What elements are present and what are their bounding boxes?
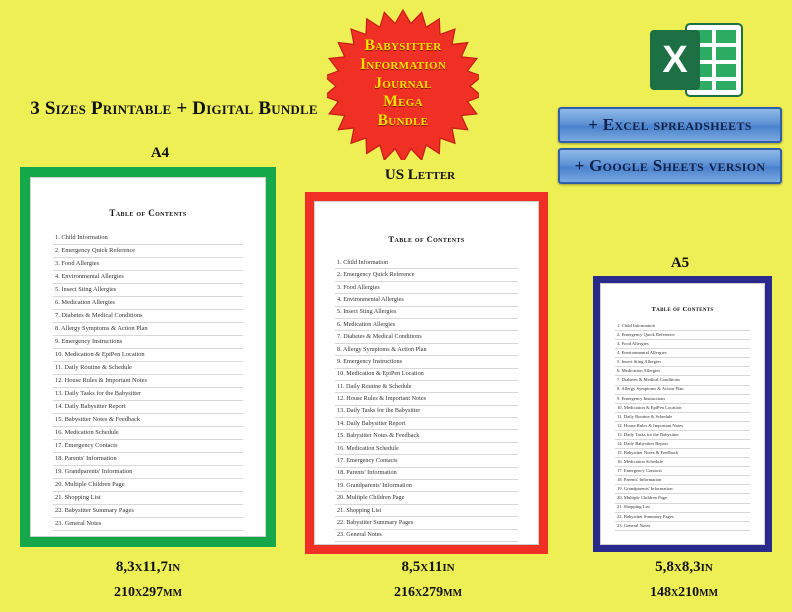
toc-list-a5 (615, 322, 750, 531)
badge-line-5: Bundle (377, 112, 429, 130)
toc-item: 2. Emergency Quick Reference (615, 331, 750, 340)
document-preview-a5 (593, 276, 772, 552)
toc-item: 14. Daily Babysitter Report (615, 440, 750, 449)
dimensions-usletter (328, 559, 528, 601)
toc-item: 8. Allergy Symptoms & Action Plan (335, 344, 518, 356)
excel-icon (648, 20, 746, 100)
toc-item: 6. Medication Allergies (615, 367, 750, 376)
toc-item: 17. Emergency Contacts (335, 455, 518, 467)
badge-text (327, 8, 479, 160)
toc-item: 7. Diabetes & Medical Conditions (335, 331, 518, 343)
svg-text:X: X (662, 39, 688, 81)
size-label-usletter: US Letter (384, 167, 456, 183)
toc-item: 8. Allergy Symptoms & Action Plan (615, 386, 750, 395)
badge-line-3: Journal (374, 74, 432, 92)
toc-title-a5: Table of Contents (651, 306, 714, 313)
toc-item: 17. Emergency Contacts (53, 440, 243, 453)
banner-excel-spreadsheets: + Excel spreadsheets (558, 107, 782, 143)
badge-line-2: Information (359, 55, 447, 73)
toc-item: 7. Diabetes & Medical Conditions (53, 310, 243, 323)
toc-usletter (315, 202, 538, 544)
toc-item: 17. Emergency Contacts (615, 467, 750, 476)
toc-item: 12. House Rules & Important Notes (53, 375, 243, 388)
toc-item: 22. Babysitter Summary Pages (615, 513, 750, 522)
toc-item: 22. Babysitter Summary Pages (335, 517, 518, 529)
toc-item: 4. Environmental Allergies (615, 349, 750, 358)
dimensions-a4-mm: 210x297mm (113, 585, 183, 600)
toc-item: 9. Emergency Instructions (615, 395, 750, 404)
document-preview-a4 (20, 167, 276, 547)
toc-a4 (31, 178, 265, 536)
toc-item: 11. Daily Routine & Schedule (335, 381, 518, 393)
toc-item: 16. Medication Schedule (335, 443, 518, 455)
toc-item: 14. Daily Babysitter Report (53, 401, 243, 414)
toc-item: 21. Shopping List (615, 504, 750, 513)
toc-a5 (601, 284, 764, 544)
toc-item: 5. Insect Sting Allergies (335, 307, 518, 319)
toc-item: 2. Emergency Quick Reference (53, 245, 243, 258)
toc-list-a4 (53, 232, 243, 531)
dimensions-a5-mm: 148x210mm (649, 585, 719, 600)
toc-item: 19. Grandparents' Information (615, 485, 750, 494)
toc-item: 21. Shopping List (335, 505, 518, 517)
toc-list-usletter (335, 257, 518, 542)
toc-item: 15. Babysitter Notes & Feedback (615, 449, 750, 458)
toc-item: 16. Medication Schedule (53, 427, 243, 440)
toc-title-usletter: Table of Contents (388, 234, 465, 244)
dimensions-usletter-mm: 216x279mm (393, 585, 463, 600)
excel-logo (648, 20, 746, 100)
toc-item: 23. General Notes (335, 530, 518, 542)
toc-title-a4: Table of Contents (109, 208, 187, 218)
badge-line-1: Babysitter (364, 36, 442, 54)
toc-item: 10. Medication & EpiPen Location (615, 404, 750, 413)
toc-item: 7. Diabetes & Medical Conditions (615, 376, 750, 385)
toc-item: 1. Child Information (53, 232, 243, 245)
toc-item: 13. Daily Tasks for the Babysitter (335, 406, 518, 418)
toc-item: 19. Grandparents' Information (335, 480, 518, 492)
toc-item: 9. Emergency Instructions (53, 336, 243, 349)
size-label-a5: A5 (670, 255, 690, 271)
dimensions-a5-inches: 5,8x8,3in (655, 559, 713, 575)
page-a4 (30, 177, 266, 537)
toc-item: 18. Parents' Information (53, 453, 243, 466)
badge-starburst (327, 8, 479, 160)
dimensions-usletter-inches: 8,5x11in (401, 559, 455, 575)
toc-item: 15. Babysitter Notes & Feedback (335, 430, 518, 442)
toc-item: 3. Food Allergies (335, 282, 518, 294)
toc-item: 14. Daily Babysitter Report (335, 418, 518, 430)
toc-item: 4. Environmental Allergies (335, 294, 518, 306)
toc-item: 1. Child Information (335, 257, 518, 269)
toc-item: 19. Grandparents' Information (53, 466, 243, 479)
toc-item: 23. General Notes (53, 518, 243, 531)
size-label-a4: A4 (150, 145, 170, 161)
toc-item: 5. Insect Sting Allergies (53, 284, 243, 297)
toc-item: 21. Shopping List (53, 492, 243, 505)
toc-item: 10. Medication & EpiPen Location (335, 369, 518, 381)
toc-item: 11. Daily Routine & Schedule (615, 413, 750, 422)
toc-item: 20. Multiple Children Page (615, 494, 750, 503)
toc-item: 3. Food Allergies (53, 258, 243, 271)
page-headline: 3 Sizes Printable + Digital Bundle (30, 98, 318, 119)
document-preview-usletter (305, 192, 548, 554)
banner-google-sheets: + Google Sheets version (558, 148, 782, 184)
toc-item: 1. Child Information (615, 322, 750, 331)
toc-item: 18. Parents' Information (615, 476, 750, 485)
toc-item: 8. Allergy Symptoms & Action Plan (53, 323, 243, 336)
toc-item: 20. Multiple Children Page (335, 492, 518, 504)
toc-item: 5. Insect Sting Allergies (615, 358, 750, 367)
toc-item: 4. Environmental Allergies (53, 271, 243, 284)
dimensions-a4-inches: 8,3x11,7in (115, 559, 181, 575)
badge-line-4: Mega (383, 93, 423, 111)
toc-item: 23. General Notes (615, 522, 750, 531)
toc-item: 6. Medication Allergies (335, 319, 518, 331)
toc-item: 2. Emergency Quick Reference (335, 269, 518, 281)
toc-item: 18. Parents' Information (335, 468, 518, 480)
toc-item: 13. Daily Tasks for the Babysitter (53, 388, 243, 401)
page-usletter (314, 201, 539, 545)
toc-item: 6. Medication Allergies (53, 297, 243, 310)
toc-item: 11. Daily Routine & Schedule (53, 362, 243, 375)
toc-item: 22. Babysitter Summary Pages (53, 505, 243, 518)
toc-item: 10. Medication & EpiPen Location (53, 349, 243, 362)
toc-item: 13. Daily Tasks for the Babysitter (615, 431, 750, 440)
dimensions-a4 (48, 559, 248, 601)
dimensions-a5 (584, 559, 784, 601)
page-a5 (600, 283, 765, 545)
toc-item: 16. Medication Schedule (615, 458, 750, 467)
toc-item: 12. House Rules & Important Notes (615, 422, 750, 431)
toc-item: 12. House Rules & Important Notes (335, 393, 518, 405)
toc-item: 15. Babysitter Notes & Feedback (53, 414, 243, 427)
toc-item: 9. Emergency Instructions (335, 356, 518, 368)
toc-item: 20. Multiple Children Page (53, 479, 243, 492)
toc-item: 3. Food Allergies (615, 340, 750, 349)
